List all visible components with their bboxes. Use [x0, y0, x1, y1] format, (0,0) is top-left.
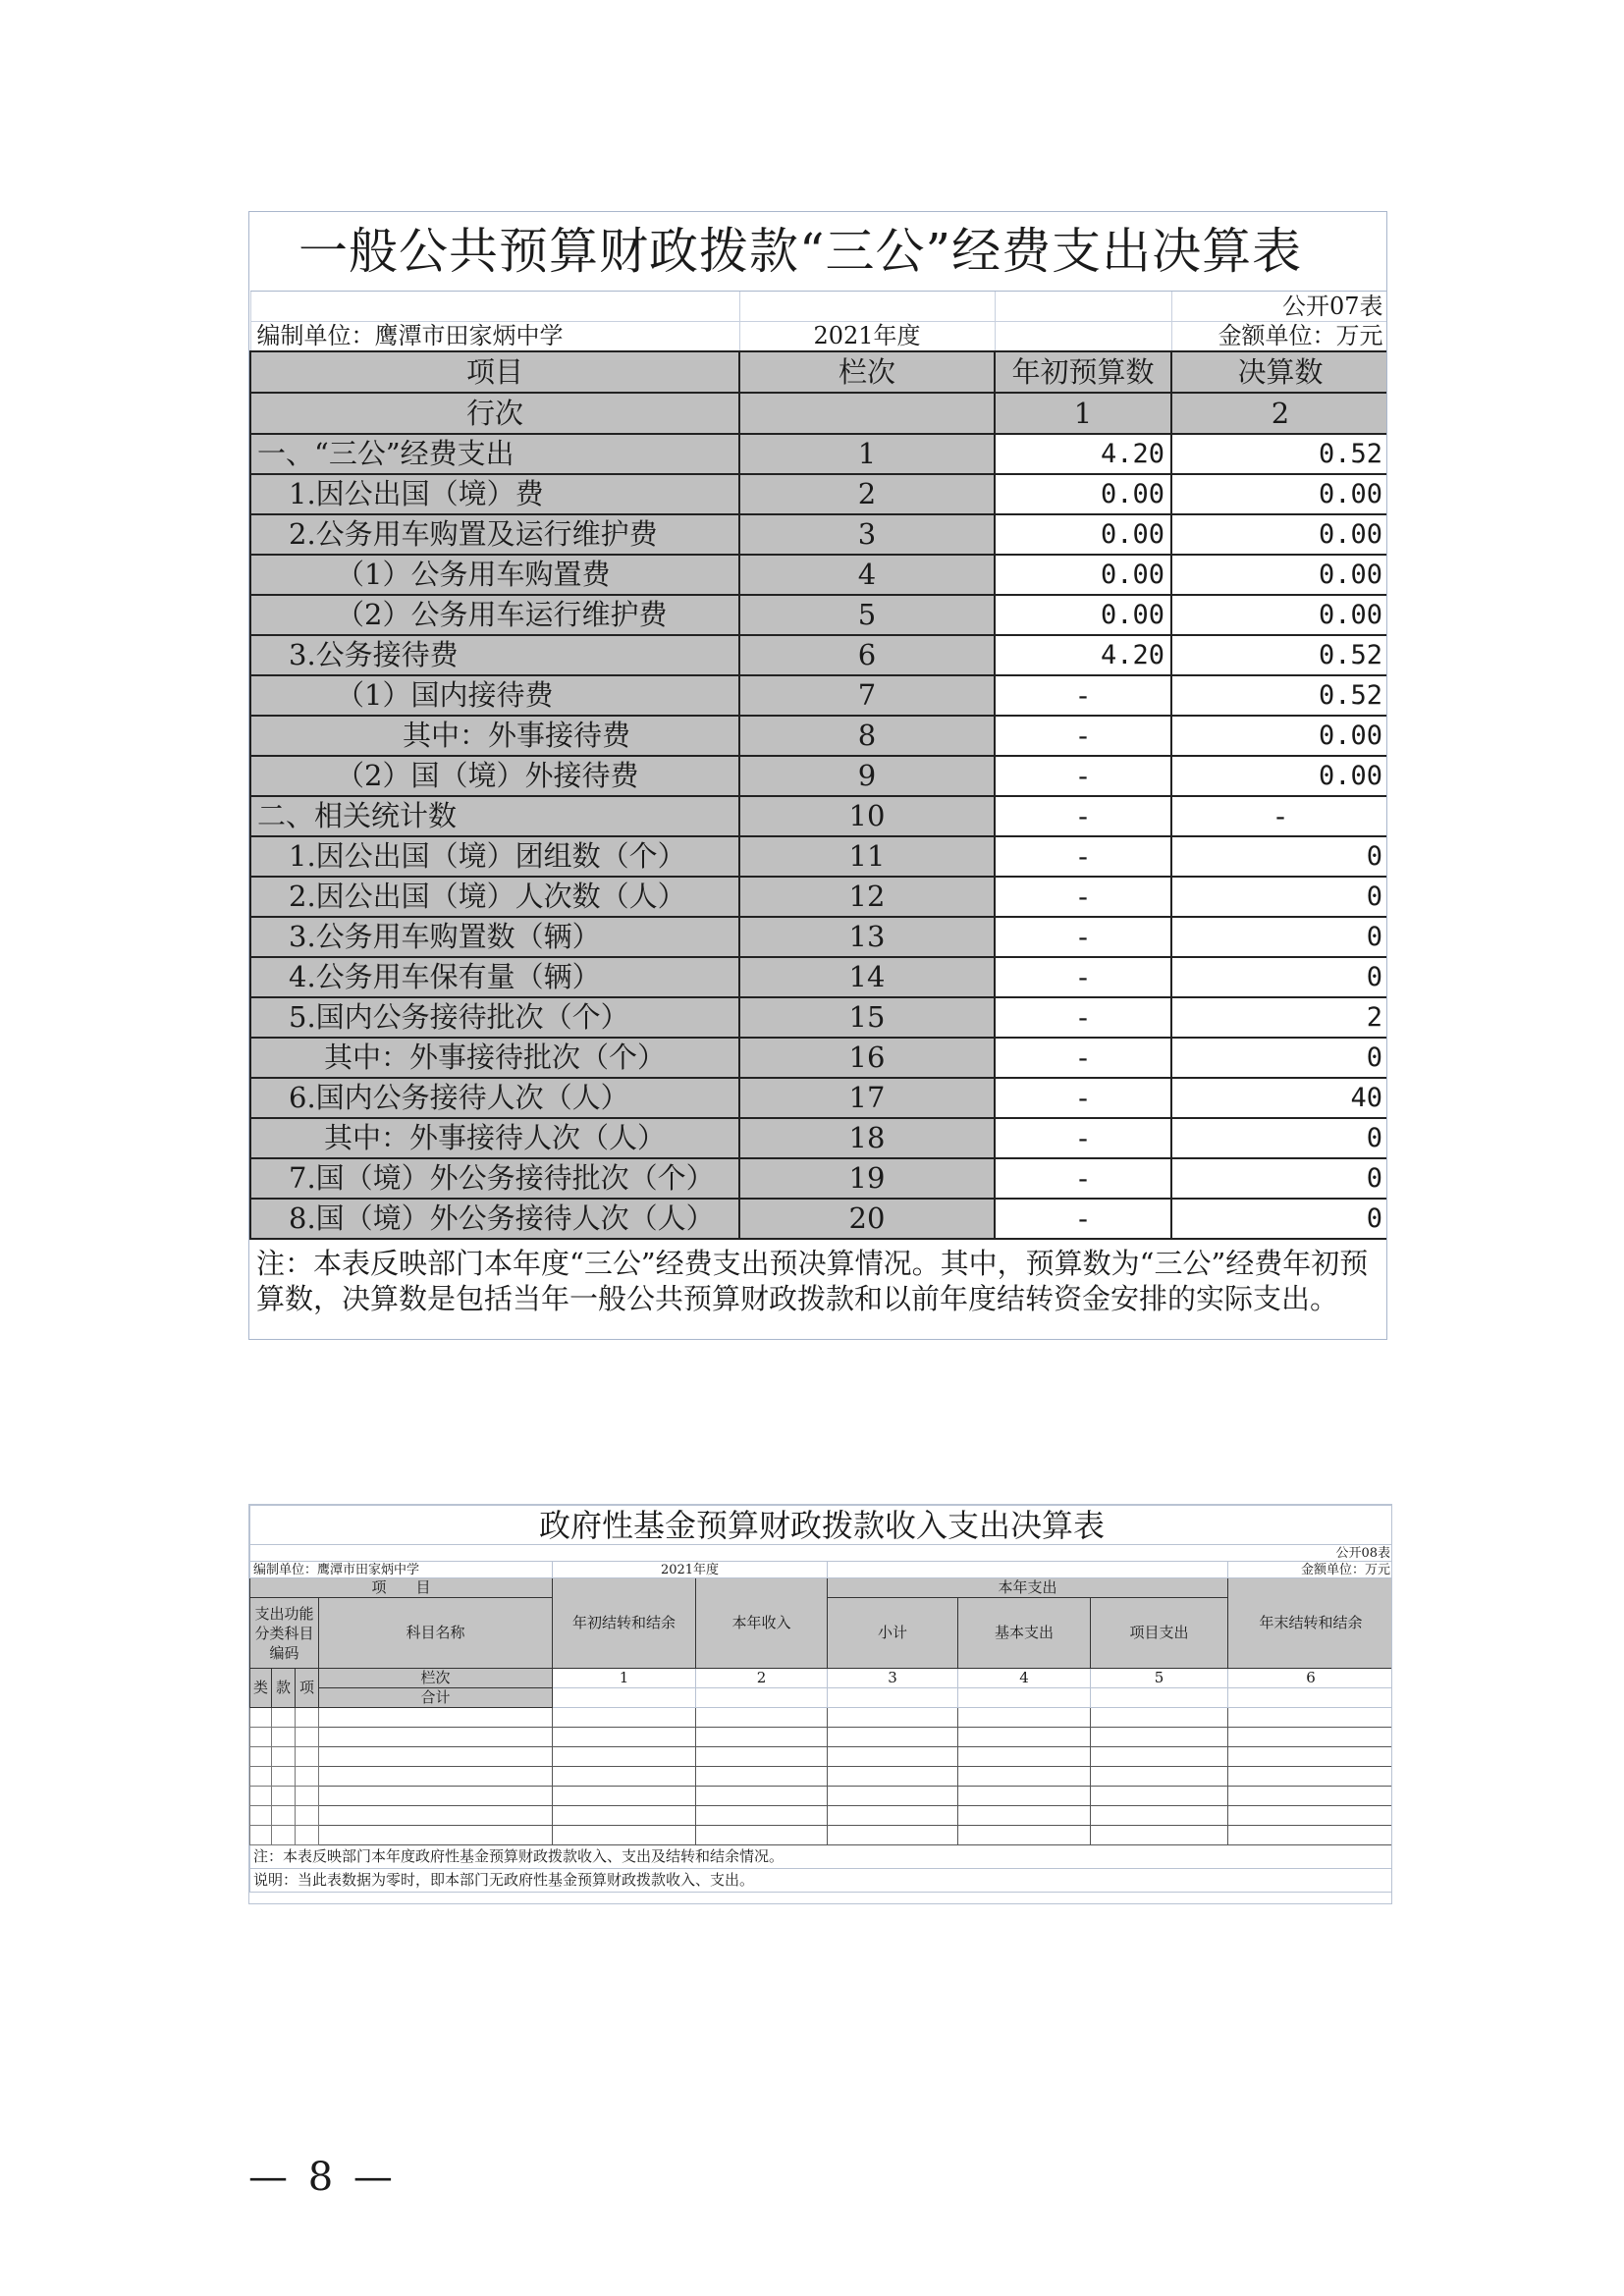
index-row-final: 2 [1171, 393, 1387, 434]
t2-col-number: 3 [828, 1669, 958, 1688]
t2-total-label: 合计 [319, 1688, 553, 1708]
row-item: 7.国（境）外公务接待批次（个） [250, 1158, 739, 1199]
table1-unit-label: 编制单位：鹰潭市田家炳中学 [250, 321, 739, 351]
row-final: 0.00 [1171, 756, 1387, 796]
table1-row [250, 836, 1387, 877]
table2-empty-row [250, 1767, 1393, 1787]
row-col-no: 7 [739, 675, 995, 716]
row-item: 1.因公出国（境）费 [250, 474, 739, 514]
row-final: 0 [1171, 836, 1387, 877]
table1-row [250, 1038, 1387, 1078]
t2-cell [828, 1806, 958, 1826]
t2-cell [1228, 1747, 1393, 1767]
t2-cell [319, 1787, 553, 1806]
row-budget: 0.00 [995, 595, 1171, 635]
t2-header-expense: 本年支出 [828, 1578, 1228, 1598]
row-final: 40 [1171, 1078, 1387, 1118]
t2-cell [1228, 1826, 1393, 1845]
t2-cell [296, 1747, 319, 1767]
t2-header-kuan: 款 [272, 1669, 296, 1708]
row-col-no: 12 [739, 877, 995, 917]
t2-cell [296, 1787, 319, 1806]
t2-cell [553, 1747, 696, 1767]
t2-cell [958, 1708, 1091, 1728]
t2-cell [958, 1767, 1091, 1787]
t2-cell [696, 1767, 828, 1787]
t2-cell [553, 1826, 696, 1845]
row-col-no: 10 [739, 796, 995, 836]
row-item: （1）公务用车购置费 [250, 555, 739, 595]
t2-cell [1091, 1767, 1228, 1787]
t2-header-income: 本年收入 [696, 1578, 828, 1669]
t2-header-item: 项 目 [250, 1578, 553, 1598]
t2-cell [250, 1728, 272, 1747]
row-final: 0 [1171, 917, 1387, 957]
row-final: 0 [1171, 1158, 1387, 1199]
row-item: 3.公务用车购置数（辆） [250, 917, 739, 957]
t2-header-carry-end: 年末结转和结余 [1228, 1578, 1393, 1669]
row-budget: - [995, 1078, 1171, 1118]
table1-row [250, 1118, 1387, 1158]
t2-cell [250, 1747, 272, 1767]
row-budget: - [995, 675, 1171, 716]
row-item: （2）国（境）外接待费 [250, 756, 739, 796]
table1-row [250, 555, 1387, 595]
t2-cell [1228, 1688, 1393, 1708]
three-public-expenses-table [248, 211, 1387, 1340]
t2-cell [696, 1708, 828, 1728]
t2-cell [828, 1728, 958, 1747]
table1-row [250, 997, 1387, 1038]
row-col-no: 3 [739, 514, 995, 555]
blank-cell [995, 291, 1171, 321]
table1-row [250, 716, 1387, 756]
t2-col-number: 4 [958, 1669, 1091, 1688]
row-final: 0 [1171, 957, 1387, 997]
t2-cell [1228, 1708, 1393, 1728]
t2-cell [1091, 1806, 1228, 1826]
index-row-label: 行次 [250, 393, 739, 434]
row-budget: - [995, 756, 1171, 796]
row-final: 0.00 [1171, 474, 1387, 514]
table1-year: 2021年度 [739, 321, 995, 351]
t2-col-number: 1 [553, 1669, 696, 1688]
t2-cell [296, 1806, 319, 1826]
t2-cell [250, 1787, 272, 1806]
table2-empty-row [250, 1787, 1393, 1806]
table2-empty-row [250, 1747, 1393, 1767]
row-final: 0.52 [1171, 675, 1387, 716]
header-final: 决算数 [1171, 351, 1387, 393]
row-col-no: 9 [739, 756, 995, 796]
table2-empty-row [250, 1806, 1393, 1826]
t2-cell [958, 1688, 1091, 1708]
table2-note: 注：本表反映部门本年度政府性基金预算财政拨款收入、支出及结转和结余情况。 [250, 1845, 1393, 1869]
t2-cell [553, 1708, 696, 1728]
blank-cell [828, 1562, 1228, 1578]
index-row-budget: 1 [995, 393, 1171, 434]
table1-row [250, 1078, 1387, 1118]
row-budget: - [995, 917, 1171, 957]
t2-cell [553, 1787, 696, 1806]
row-final: 0 [1171, 1118, 1387, 1158]
t2-cell [1228, 1728, 1393, 1747]
blank-cell [250, 291, 739, 321]
t2-cell [1228, 1767, 1393, 1787]
table1-row [250, 957, 1387, 997]
row-col-no: 4 [739, 555, 995, 595]
table2-amount-unit: 金额单位：万元 [1228, 1562, 1393, 1578]
t2-cell [696, 1747, 828, 1767]
t2-cell [1228, 1787, 1393, 1806]
t2-cell [319, 1826, 553, 1845]
index-row-blank [739, 393, 995, 434]
t2-cell [696, 1688, 828, 1708]
t2-cell [319, 1767, 553, 1787]
t2-header-class: 类 [250, 1669, 272, 1708]
t2-cell [1091, 1688, 1228, 1708]
table1-note: 注：本表反映部门本年度“三公”经费支出预决算情况。其中，预算数为“三公”经费年初预算数，决算数是包括当年一般公共预算财政拨款和以前年度结转资金安排的实际支出。 [250, 1239, 1387, 1337]
table2-year: 2021年度 [553, 1562, 828, 1578]
table1-title: 一般公共预算财政拨款“三公”经费支出决算表 [298, 222, 1303, 280]
row-budget: 0.00 [995, 555, 1171, 595]
table1-row [250, 877, 1387, 917]
t2-cell [250, 1708, 272, 1728]
row-budget: - [995, 1199, 1171, 1239]
header-budget: 年初预算数 [995, 351, 1171, 393]
blank-cell [995, 321, 1171, 351]
row-col-no: 5 [739, 595, 995, 635]
t2-cell [250, 1806, 272, 1826]
t2-cell [958, 1728, 1091, 1747]
t2-cell [828, 1767, 958, 1787]
t2-cell [1091, 1708, 1228, 1728]
t2-header-carry-begin: 年初结转和结余 [553, 1578, 696, 1669]
table2-code: 公开08表 [250, 1545, 1393, 1562]
t2-col-number: 5 [1091, 1669, 1228, 1688]
row-col-no: 11 [739, 836, 995, 877]
t2-header-xiang: 项 [296, 1669, 319, 1708]
t2-cell [553, 1728, 696, 1747]
row-budget: - [995, 1158, 1171, 1199]
t2-cell [696, 1826, 828, 1845]
row-col-no: 15 [739, 997, 995, 1038]
row-final: - [1171, 796, 1387, 836]
row-col-no: 14 [739, 957, 995, 997]
t2-cell [319, 1806, 553, 1826]
row-item: 其中：外事接待批次（个） [250, 1038, 739, 1078]
t2-cell [250, 1767, 272, 1787]
t2-cell [272, 1826, 296, 1845]
row-item: 6.国内公务接待人次（人） [250, 1078, 739, 1118]
row-final: 0 [1171, 877, 1387, 917]
table1-row [250, 756, 1387, 796]
row-final: 0.00 [1171, 595, 1387, 635]
table1-row [250, 635, 1387, 675]
t2-col-number: 6 [1228, 1669, 1393, 1688]
row-col-no: 6 [739, 635, 995, 675]
t2-cell [553, 1806, 696, 1826]
row-final: 0 [1171, 1199, 1387, 1239]
row-col-no: 1 [739, 434, 995, 474]
t2-cell [553, 1767, 696, 1787]
row-final: 0.00 [1171, 555, 1387, 595]
t2-cell [696, 1806, 828, 1826]
t2-cell [319, 1708, 553, 1728]
row-col-no: 17 [739, 1078, 995, 1118]
table1-row [250, 434, 1387, 474]
page-number: — 8 — [248, 2155, 397, 2200]
row-col-no: 20 [739, 1199, 995, 1239]
t2-cell [828, 1688, 958, 1708]
t2-cell [958, 1826, 1091, 1845]
t2-cell [272, 1708, 296, 1728]
row-budget: - [995, 836, 1171, 877]
t2-header-basic: 基本支出 [958, 1598, 1091, 1669]
table1-row [250, 1199, 1387, 1239]
table2-unit-label: 编制单位：鹰潭市田家炳中学 [250, 1562, 553, 1578]
t2-cell [696, 1728, 828, 1747]
t2-cell [296, 1708, 319, 1728]
table2-explanation: 说明：当此表数据为零时，即本部门无政府性基金预算财政拨款收入、支出。 [250, 1869, 1393, 1893]
row-item: 3.公务接待费 [250, 635, 739, 675]
table1-row [250, 474, 1387, 514]
row-item: 其中：外事接待费 [250, 716, 739, 756]
row-item: 2.因公出国（境）人次数（人） [250, 877, 739, 917]
row-budget: 4.20 [995, 635, 1171, 675]
t2-cell [272, 1767, 296, 1787]
t2-cell [1091, 1826, 1228, 1845]
row-col-no: 19 [739, 1158, 995, 1199]
row-budget: - [995, 796, 1171, 836]
table2-empty-row [250, 1708, 1393, 1728]
t2-cell [1091, 1787, 1228, 1806]
t2-cell [958, 1747, 1091, 1767]
row-budget: 0.00 [995, 514, 1171, 555]
t2-cell [1228, 1806, 1393, 1826]
t2-header-subject-name: 科目名称 [319, 1598, 553, 1669]
table2-empty-row [250, 1826, 1393, 1845]
table1-row [250, 595, 1387, 635]
t2-cell [1091, 1747, 1228, 1767]
row-budget: - [995, 997, 1171, 1038]
row-budget: - [995, 877, 1171, 917]
blank-cell [739, 291, 995, 321]
t2-cell [1091, 1728, 1228, 1747]
t2-cell [958, 1806, 1091, 1826]
row-item: 8.国（境）外公务接待人次（人） [250, 1199, 739, 1239]
table2-title: 政府性基金预算财政拨款收入支出决算表 [250, 1506, 1393, 1545]
row-budget: 0.00 [995, 474, 1171, 514]
row-budget: - [995, 1038, 1171, 1078]
table1-amount-unit: 金额单位：万元 [1171, 321, 1387, 351]
t2-cell [272, 1728, 296, 1747]
table1-row [250, 796, 1387, 836]
t2-cell [272, 1747, 296, 1767]
row-item: （2）公务用车运行维护费 [250, 595, 739, 635]
row-budget: 4.20 [995, 434, 1171, 474]
row-final: 0.52 [1171, 434, 1387, 474]
row-item: 二、相关统计数 [250, 796, 739, 836]
t2-cell [828, 1787, 958, 1806]
row-final: 0.00 [1171, 514, 1387, 555]
t2-cell [319, 1747, 553, 1767]
t2-cell [319, 1728, 553, 1747]
t2-cell [250, 1826, 272, 1845]
row-final: 0.00 [1171, 716, 1387, 756]
table1-code: 公开07表 [1171, 291, 1387, 321]
row-budget: - [995, 957, 1171, 997]
t2-cell [296, 1826, 319, 1845]
row-final: 0 [1171, 1038, 1387, 1078]
t2-cell [272, 1787, 296, 1806]
table1-row [250, 514, 1387, 555]
government-fund-table [248, 1504, 1392, 1904]
table2-empty-row [250, 1728, 1393, 1747]
t2-cell [553, 1688, 696, 1708]
t2-cell [696, 1787, 828, 1806]
row-budget: - [995, 1118, 1171, 1158]
row-col-no: 2 [739, 474, 995, 514]
header-item: 项目 [250, 351, 739, 393]
row-col-no: 13 [739, 917, 995, 957]
row-item: 1.因公出国（境）团组数（个） [250, 836, 739, 877]
t2-cell [958, 1787, 1091, 1806]
row-col-no: 18 [739, 1118, 995, 1158]
header-col-no: 栏次 [739, 351, 995, 393]
t2-cell [296, 1728, 319, 1747]
t2-cell [272, 1806, 296, 1826]
table1-row [250, 917, 1387, 957]
row-final: 2 [1171, 997, 1387, 1038]
t2-header-project: 项目支出 [1091, 1598, 1228, 1669]
t2-header-func-code: 支出功能分类科目编码 [250, 1598, 319, 1669]
t2-header-subtotal: 小计 [828, 1598, 958, 1669]
row-item: 4.公务用车保有量（辆） [250, 957, 739, 997]
t2-col-no-label: 栏次 [319, 1669, 553, 1688]
row-budget: - [995, 716, 1171, 756]
row-item: 一、“三公”经费支出 [250, 434, 739, 474]
row-col-no: 16 [739, 1038, 995, 1078]
t2-cell [296, 1767, 319, 1787]
t2-cell [828, 1826, 958, 1845]
row-item: 5.国内公务接待批次（个） [250, 997, 739, 1038]
row-item: （1）国内接待费 [250, 675, 739, 716]
table1-title-cell [250, 212, 1387, 291]
row-col-no: 8 [739, 716, 995, 756]
t2-cell [828, 1747, 958, 1767]
row-item: 2.公务用车购置及运行维护费 [250, 514, 739, 555]
row-final: 0.52 [1171, 635, 1387, 675]
table1-row [250, 675, 1387, 716]
row-item: 其中：外事接待人次（人） [250, 1118, 739, 1158]
t2-col-number: 2 [696, 1669, 828, 1688]
table1-row [250, 1158, 1387, 1199]
t2-cell [828, 1708, 958, 1728]
